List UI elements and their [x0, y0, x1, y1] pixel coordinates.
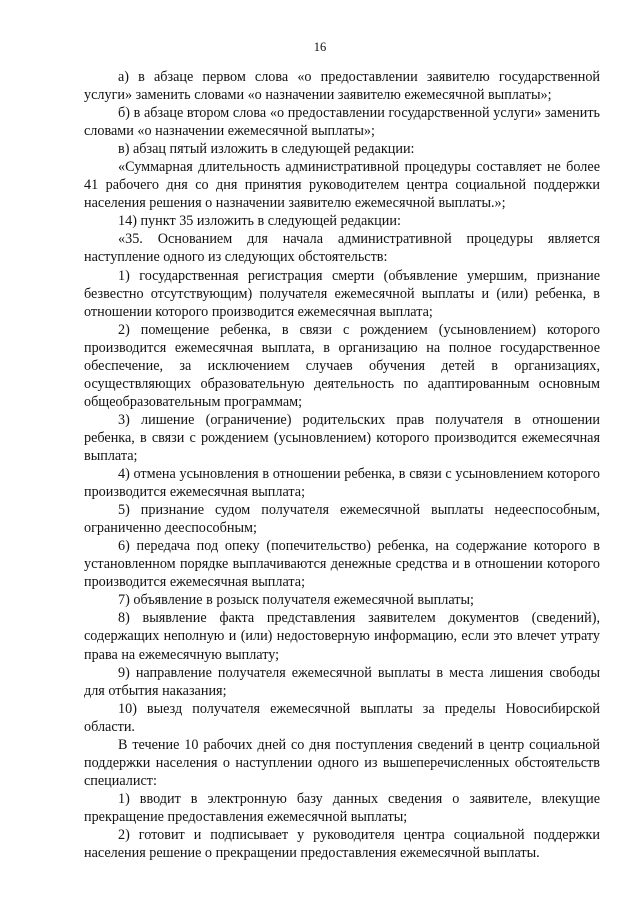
- list-item: 1) государственная регистрация смерти (объявление умершим, признание безвестно отсутствующим) получателя ежемесячной выплаты и (или) ребенка, в отношении которого производится ежемесячная выплата;: [84, 267, 600, 320]
- paragraph: «35. Основанием для начала административной процедуры является наступление одного из следующих обстоятельств:: [84, 231, 600, 266]
- paragraph: «Суммарная длительность административной процедуры составляет не более 41 рабочего дня со дня принятия руководителем центра социальной поддержки населения решения о назначении заявителю ежемесячной выплаты.»;: [84, 159, 600, 212]
- paragraph: в) абзац пятый изложить в следующей редакции:: [118, 141, 415, 158]
- paragraph: В течение 10 рабочих дней со дня поступления сведений в центр социальной поддержки населения о наступлении одного из вышеперечисленных обстоятельств специалист:: [84, 736, 600, 789]
- paragraph: б) в абзаце втором слова «о предоставлении государственной услуги» заменить словами «о назначении ежемесячной выплаты»;: [84, 105, 600, 140]
- list-item: 9) направление получателя ежемесячной выплаты в места лишения свободы для отбытия наказания;: [84, 664, 600, 699]
- list-item: 7) объявление в розыск получателя ежемесячной выплаты;: [118, 592, 474, 609]
- paragraph: 14) пункт 35 изложить в следующей редакции:: [118, 213, 401, 230]
- list-item: 6) передача под опеку (попечительство) ребенка, на содержание которого в установленном порядке выплачиваются денежные средства и в отношении которого производится ежемесячная выплата;: [84, 538, 600, 591]
- list-item: 3) лишение (ограничение) родительских прав получателя в отношении ребенка, в связи с рождением (усыновлением) которого производится ежемесячная выплата;: [84, 411, 600, 464]
- list-item: 1) вводит в электронную базу данных сведения о заявителе, влекущие прекращение предоставления ежемесячной выплаты;: [84, 790, 600, 825]
- list-item: 2) готовит и подписывает у руководителя центра социальной поддержки населения решение о прекращении предоставления ежемесячной выплаты.: [84, 826, 600, 862]
- list-item: 4) отмена усыновления в отношении ребенка, в связи с усыновлением которого производится ежемесячная выплата;: [84, 466, 600, 501]
- list-item: 5) признание судом получателя ежемесячной выплаты недееспособным, ограниченно дееспособным;: [84, 502, 600, 537]
- document-body: [84, 68, 600, 862]
- list-item: 2) помещение ребенка, в связи с рождением (усыновлением) которого производится ежемесячная выплата, в организацию на полное государственное обеспечение, за исключением случаев обучения детей в организациях, осуществляющих образовательную деятельность по адаптированным основным общеобразовательным программам;: [84, 321, 600, 410]
- list-item: 10) выезд получателя ежемесячной выплаты за пределы Новосибирской области.: [84, 700, 600, 735]
- list-item: 8) выявление факта представления заявителем документов (сведений), содержащих неполную и (или) недостоверную информацию, если это влечет утрату права на ежемесячную выплату;: [84, 610, 600, 663]
- page-number: 16: [313, 40, 327, 54]
- paragraph: а) в абзаце первом слова «о предоставлении заявителю государственной услуги» заменить словами «о назначении заявителю ежемесячной выплаты»;: [84, 69, 600, 104]
